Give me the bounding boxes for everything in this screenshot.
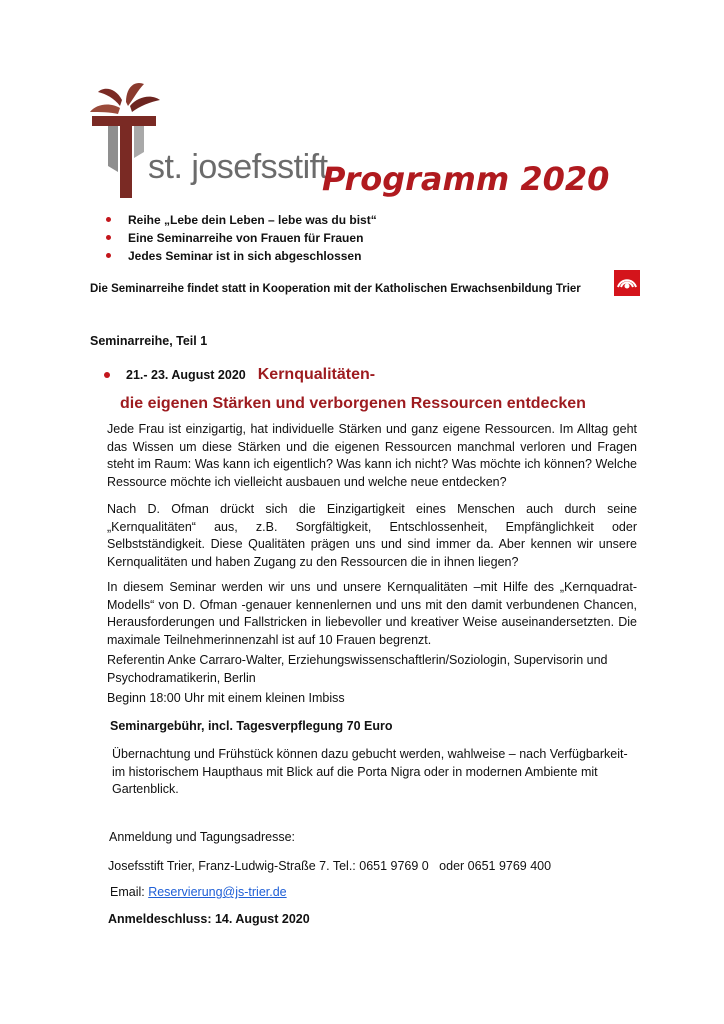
cooperation-note: Die Seminarreihe findet statt in Kooperation mit der Katholischen Erwachsenbildung Trier bbox=[90, 283, 581, 295]
description-paragraph-2: Nach D. Ofman drückt sich die Einzigartigkeit eines Menschen auch durch seine „Kernqualitäten“ aus, z.B. Sorgfältigkeit, Entschlossenheit, Empfänglichkeit oder Selbstständigkeit. Diese Qualitäten prägen uns und sind immer da. Aber kennen wir unsere Kernqualitäten und haben Zugang zu den Ressourcen die in ihnen liegen? bbox=[107, 502, 637, 569]
seminar-subtitle: die eigenen Stärken und verborgenen Ressourcen entdecken bbox=[120, 395, 586, 412]
list-item: Reihe „Lebe dein Leben – lebe was du bist“ bbox=[104, 211, 377, 229]
registration-deadline: Anmeldeschluss: 14. August 2020 bbox=[108, 912, 310, 926]
speaker-paragraph: Referentin Anke Carraro-Walter, Erziehungswissenschaftlerin/Soziologin, Supervisorin und Psychodramatikerin, Berlin bbox=[107, 653, 608, 685]
logo-wordmark bbox=[148, 148, 328, 187]
logo-text-b: stift bbox=[277, 148, 328, 186]
seminar-title: Kernqualitäten- bbox=[257, 366, 376, 383]
seminar-date: 21.- 23. August 2020 bbox=[126, 368, 246, 382]
email-line bbox=[110, 885, 287, 899]
seminar-fee: Seminargebühr, incl. Tagesverpflegung 70 Euro bbox=[110, 719, 393, 733]
description-paragraph-1: Jede Frau ist einzigartig, hat individuelle Stärken und ganz eigene Ressourcen. Im Alltag geht das Wissen um diese Stärken und die eigenen Ressourcen manchmal verloren und Fragen steht im Raum: Was kann ich eigentlich? Was kann ich nicht? Was möchte ich können? Welche Ressource möchte ich vielleicht ausbauen und welche neue entdecken? bbox=[107, 422, 637, 489]
keb-logo-icon bbox=[614, 270, 640, 296]
program-title: Programm 2020 bbox=[322, 160, 610, 198]
bullet-icon bbox=[104, 372, 110, 378]
description-paragraph-3: In diesem Seminar werden wir uns und unsere Kernqualitäten –mit Hilfe des „Kernquadrat-Modells“ von D. Ofman -genauer kennenlernen und uns mit den damit verbundenen Chancen, Herausforderungen und Fallstricken in liebevoller und kreativer Weise auseinandersetzten. Die maximale Teilnehmerinnenzahl ist auf 10 Frauen begrenzt. bbox=[107, 580, 637, 647]
logo-text-a: st. josefs bbox=[148, 148, 278, 186]
intro-bullet-list bbox=[104, 211, 377, 265]
email-label: Email: bbox=[110, 885, 149, 899]
start-time-paragraph: Beginn 18:00 Uhr mit einem kleinen Imbiss bbox=[107, 691, 345, 705]
address-line: Josefsstift Trier, Franz-Ludwig-Straße 7. Tel.: 0651 9769 0 oder 0651 9769 400 bbox=[108, 859, 552, 873]
list-item: Eine Seminarreihe von Frauen für Frauen bbox=[104, 229, 377, 247]
series-part-heading: Seminarreihe, Teil 1 bbox=[90, 334, 208, 348]
accommodation-paragraph: Übernachtung und Frühstück können dazu gebucht werden, wahlweise – nach Verfügbarkeit- im historischem Haupthaus mit Blick auf die Porta Nigra oder in modernen Ambiente mit Gartenblick. bbox=[112, 747, 628, 796]
list-item: Jedes Seminar ist in sich abgeschlossen bbox=[104, 247, 377, 265]
registration-label: Anmeldung und Tagungsadresse: bbox=[109, 830, 296, 844]
seminar-date-line bbox=[104, 366, 375, 384]
email-link[interactable]: Reservierung@js-trier.de bbox=[148, 885, 287, 899]
